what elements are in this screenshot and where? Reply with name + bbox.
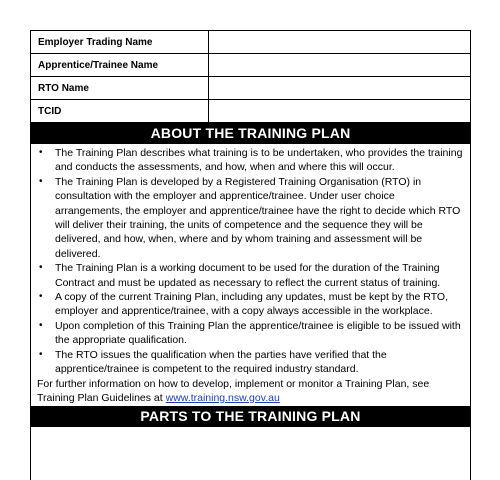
list-item-text: The Training Plan describes what training is to be undertaken, who provides the training and conducts the assessments, and how, when and where this will occur. [55,147,463,174]
list-item [37,319,464,348]
employer-trading-name-label: Employer Trading Name [31,31,209,54]
list-item-text: The Training Plan is developed by a Registered Training Organisation (RTO) in consultation with the employer and apprentice/trainee. Under user choice arrangements, the employer and apprentice/trainee have the right to decide which RTO will deliver their training, the units of competence and the sequence they will be delivered, and how, when, where and by whom training and assessment will be delivered. [55,175,461,260]
table-row [31,100,470,123]
bullet-icon: • [39,262,43,274]
parts-heading: PARTS TO THE TRAINING PLAN [31,406,470,427]
list-item [37,348,464,377]
about-section [31,144,470,405]
employer-trading-name-field[interactable] [209,31,471,54]
rto-name-label: RTO Name [31,77,209,100]
rto-name-field[interactable] [209,77,471,100]
list-item [37,290,464,319]
further-info-note [37,377,464,406]
training-plan-document [30,30,471,480]
bullet-list [37,146,464,377]
apprentice-trainee-name-label: Apprentice/Trainee Name [31,54,209,77]
further-info-text: For further information on how to develop, implement or monitor a Training Plan, see Training Plan Guidelines at [37,377,430,404]
table-row [31,54,470,77]
list-item [37,146,464,175]
tcid-field[interactable] [209,100,471,123]
about-heading: ABOUT THE TRAINING PLAN [31,123,470,144]
table-row [31,77,470,100]
bullet-icon: • [39,291,43,303]
list-item-text: The Training Plan is a working document to be used for the duration of the Training Contract and must be updated as necessary to reflect the current status of training. [55,262,441,289]
list-item [37,175,464,261]
table-row [31,31,470,54]
list-item-text: Upon completion of this Training Plan the apprentice/trainee is eligible to be issued with the appropriate qualification. [55,319,461,347]
tcid-label: TCID [31,100,209,123]
details-table [31,30,470,123]
list-item [37,261,464,290]
bullet-icon: • [39,175,43,187]
bullet-icon: • [39,319,43,331]
list-item-text: The RTO issues the qualification when the parties have verified that the apprentice/trainee is competent to the required industry standard. [55,348,387,376]
bullet-icon: • [39,348,43,360]
training-nsw-link[interactable]: www.training.nsw.gov.au [165,391,280,404]
apprentice-trainee-name-field[interactable] [209,54,471,77]
list-item-text: A copy of the current Training Plan, including any updates, must be kept by the RTO, employer and apprentice/trainee, with a copy always accessible in the workplace. [55,291,449,318]
bullet-icon: • [39,147,43,158]
